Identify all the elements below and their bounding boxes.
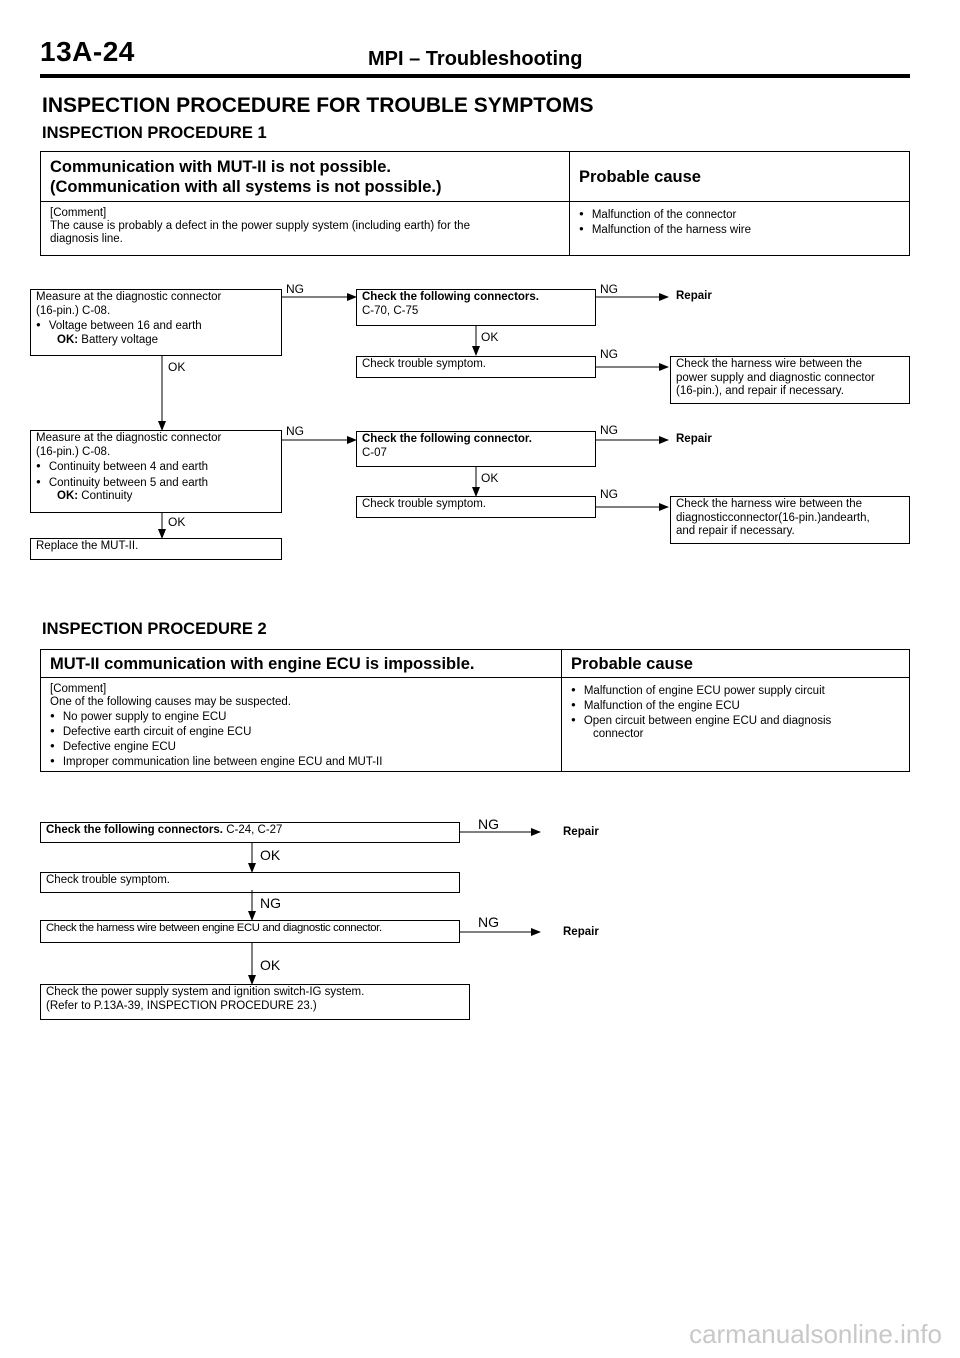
flow1-check-trouble: Check trouble symptom. — [356, 356, 596, 378]
comment-line: The cause is probably a defect in the power supply system (including earth) for the — [50, 220, 470, 232]
label-ok: OK — [481, 330, 499, 344]
label-ng: NG — [600, 282, 618, 296]
label-ng: NG — [478, 816, 499, 832]
flow-text: power supply and diagnostic connector — [676, 371, 875, 384]
ok-label: OK: — [57, 490, 79, 502]
comment-line: diagnosis line. — [50, 233, 123, 245]
cause-item-cont: connector — [593, 728, 644, 740]
label-repair: Repair — [563, 926, 599, 938]
cause-item: ● Malfunction of the connector — [579, 207, 900, 222]
flow-title: Check the following connector. — [362, 433, 532, 445]
flow-text: ● Continuity between 4 and earth — [36, 459, 276, 475]
label-ng: NG — [286, 282, 304, 296]
flow1-check-connector — [356, 431, 596, 467]
label-ng: NG — [600, 423, 618, 437]
procedure2-comment — [41, 678, 562, 772]
flow2-check-connectors — [40, 822, 460, 843]
label-repair: Repair — [563, 826, 599, 838]
label-ok: OK — [260, 957, 281, 973]
label-ng: NG — [286, 424, 304, 438]
flow-text: and repair if necessary. — [676, 525, 795, 537]
label-ng: NG — [600, 347, 618, 361]
label-repair: Repair — [676, 290, 712, 302]
cause-item: ● Open circuit between engine ECU and diagnosis — [571, 713, 900, 728]
flow-title: Check the following connectors. — [46, 824, 223, 836]
procedure2-heading: INSPECTION PROCEDURE 2 — [42, 620, 267, 638]
label-ok: OK — [481, 471, 499, 485]
main-heading: INSPECTION PROCEDURE FOR TROUBLE SYMPTOMS — [42, 94, 594, 117]
flow1-measure-continuity — [30, 430, 282, 513]
comment-item: ● Defective earth circuit of engine ECU — [50, 724, 552, 739]
page-number: 13A-24 — [40, 36, 135, 67]
symptom-line1: Communication with MUT-II is not possible. — [50, 158, 392, 176]
flow-text: ● Voltage between 16 and earth — [36, 318, 276, 334]
flow-text: (Refer to P.13A-39, INSPECTION PROCEDURE 23.) — [46, 999, 317, 1012]
flow-text: Measure at the diagnostic connector — [36, 291, 222, 303]
flow2-check-trouble: Check trouble symptom. — [40, 872, 460, 893]
flow-text: (16-pin.), and repair if necessary. — [676, 385, 844, 397]
watermark: carmanualsonline.info — [689, 1319, 942, 1349]
flow1-check-trouble2: Check trouble symptom. — [356, 496, 596, 518]
page-title: MPI – Troubleshooting — [368, 48, 583, 70]
flow-text: C-24, C-27 — [226, 824, 283, 836]
comment-item: ● Defective engine ECU — [50, 739, 552, 754]
flow-text: C-70, C-75 — [362, 304, 419, 317]
flow-text: Check the harness wire between the — [676, 498, 863, 510]
comment-label: [Comment] — [50, 683, 107, 695]
procedure1-heading: INSPECTION PROCEDURE 1 — [42, 124, 267, 142]
cause-item: ● Malfunction of the engine ECU — [571, 698, 900, 713]
label-ng: NG — [478, 914, 499, 930]
flow2-check-power — [40, 984, 470, 1020]
comment-label: [Comment] — [50, 207, 107, 219]
flow-title: Check the following connectors. — [362, 291, 539, 303]
probable-cause-header: Probable cause — [562, 650, 910, 678]
cause-item: ● Malfunction of engine ECU power supply circuit — [571, 683, 900, 698]
flow-text: C-07 — [362, 446, 387, 459]
flow-text: diagnosticconnector(16-pin.)andearth, — [676, 511, 870, 524]
flow1-replace-mut: Replace the MUT-II. — [30, 538, 282, 560]
flow-text: (16-pin.) C-08. — [36, 445, 111, 458]
ok-label: OK: — [57, 333, 79, 346]
flow1-check-harness — [670, 356, 910, 404]
flow1-measure-voltage — [30, 289, 282, 356]
flow-text: Check the power supply system and ignition switch-IG system. — [46, 986, 365, 998]
comment-item: ● Improper communication line between engine ECU and MUT-II — [50, 754, 552, 769]
label-ok: OK — [260, 847, 281, 863]
flow-text: ● Continuity between 5 and earth — [36, 475, 276, 491]
flow-text: (16-pin.) C-08. — [36, 304, 111, 317]
comment-intro: One of the following causes may be suspected. — [50, 696, 292, 708]
ok-value: Continuity — [81, 490, 133, 502]
flow-text: Measure at the diagnostic connector — [36, 432, 222, 444]
cause-item: ● Malfunction of the harness wire — [579, 222, 900, 237]
ok-value: Battery voltage — [81, 333, 159, 346]
symptom-line2: (Communication with all systems is not possible.) — [50, 178, 442, 196]
procedure2-symptom: MUT-II communication with engine ECU is impossible. — [41, 650, 562, 678]
label-ok: OK — [168, 360, 186, 374]
label-ng: NG — [600, 487, 618, 501]
label-ng: NG — [260, 895, 281, 911]
flow2-check-harness: Check the harness wire between engine ECU and diagnostic connector. — [40, 920, 460, 943]
probable-cause-header: Probable cause — [570, 152, 910, 202]
comment-item: ● No power supply to engine ECU — [50, 709, 552, 724]
label-ok: OK — [168, 515, 186, 529]
procedure2-causes — [562, 678, 910, 772]
label-repair: Repair — [676, 433, 712, 445]
flow-text: Check the harness wire between the — [676, 358, 863, 370]
flow1-check-harness2 — [670, 496, 910, 544]
procedure2-table — [40, 649, 910, 772]
flow1-check-connectors — [356, 289, 596, 326]
